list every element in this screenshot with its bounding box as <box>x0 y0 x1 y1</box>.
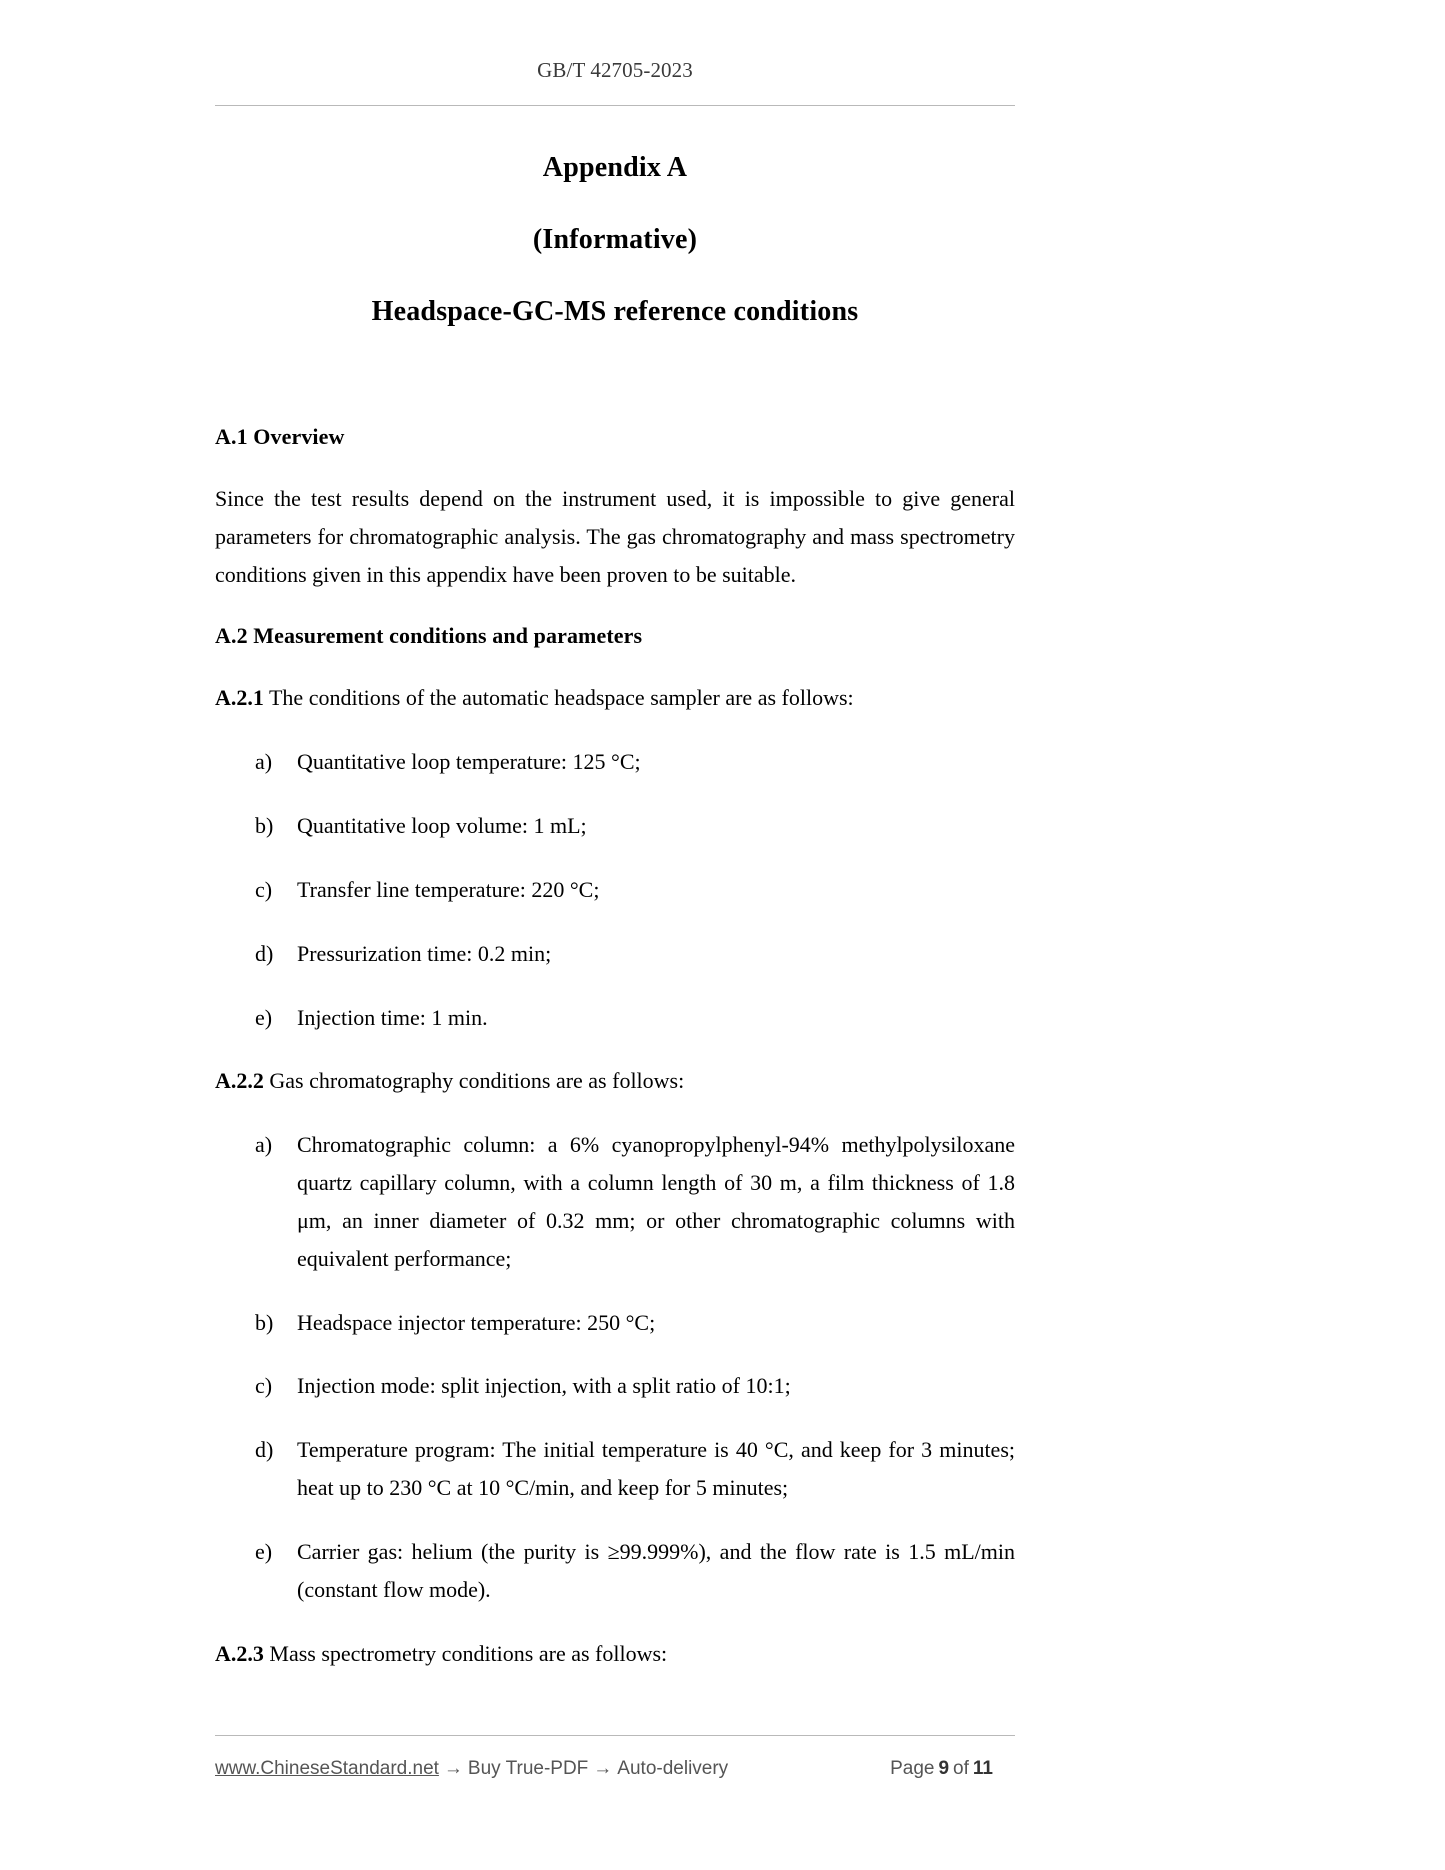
list-item <box>215 1533 1015 1609</box>
list-item-text: Quantitative loop volume: 1 mL; <box>297 813 587 839</box>
footer-promo <box>215 1758 728 1780</box>
page-header <box>215 0 1015 83</box>
list-marker: e) <box>255 1004 273 1030</box>
site-link[interactable]: www.ChineseStandard.net <box>215 1758 439 1779</box>
heading-a1-overview: A.1 Overview <box>215 424 345 449</box>
current-page-number: 9 <box>938 1758 950 1779</box>
clause-number-a23: A.2.3 <box>215 1640 264 1666</box>
list-item-text: Injection time: 1 min. <box>297 1004 488 1030</box>
paragraph-a23-intro <box>215 1635 1015 1673</box>
list-marker: c) <box>255 1373 273 1399</box>
list-item <box>215 935 1015 973</box>
arrow-right-icon: → <box>593 1758 613 1779</box>
list-item <box>215 1367 1015 1405</box>
page-label: Page <box>890 1758 935 1779</box>
list-item <box>215 743 1015 781</box>
paragraph-a21-intro <box>215 679 1015 717</box>
list-item <box>215 807 1015 845</box>
footer-divider <box>215 1735 1015 1736</box>
list-item <box>215 1126 1015 1277</box>
list-marker: b) <box>255 813 274 839</box>
list-marker: a) <box>255 1132 273 1158</box>
list-item <box>215 999 1015 1037</box>
list-marker: e) <box>255 1538 273 1564</box>
list-marker: d) <box>255 940 274 966</box>
page-content <box>215 0 1015 1698</box>
list-item-text: Pressurization time: 0.2 min; <box>297 940 552 966</box>
list-item-text: Temperature program: The initial temperature is 40 °C, and keep for 3 minutes; heat up to 230 °C at 10 °C/min, and keep for 5 minutes; <box>297 1437 1015 1501</box>
heading-a2-measurement-conditions: A.2 Measurement conditions and parameters <box>215 623 643 649</box>
body-area <box>215 424 1015 1672</box>
appendix-title-line-2: (Informative) <box>532 224 698 255</box>
page-footer <box>215 1735 1015 1780</box>
standard-code: GB/T 42705-2023 <box>537 58 693 82</box>
list-marker: d) <box>255 1437 274 1463</box>
arrow-right-icon: → <box>443 1758 463 1779</box>
appendix-title-line-3: Headspace-GC-MS reference conditions <box>371 296 859 327</box>
list-a22-items <box>215 1126 1015 1608</box>
clause-text-a23: Mass spectrometry conditions are as follows: <box>263 1640 668 1666</box>
list-item <box>215 871 1015 909</box>
list-item-text: Carrier gas: helium (the purity is ≥99.999%), and the flow rate is 1.5 mL/min (constant flow mode). <box>297 1538 1015 1602</box>
list-marker: b) <box>255 1309 274 1335</box>
list-item <box>215 1304 1015 1342</box>
list-item-text: Chromatographic column: a 6% cyanopropylphenyl-94% methylpolysiloxane quartz capillary column, with a column length of 30 m, a film thickness of 1.8 μm, an inner diameter of 0.32 mm; or other chromatographic columns with equivalent performance; <box>297 1132 1015 1271</box>
paragraph-a1-overview: Since the test results depend on the instrument used, it is impossible to give general parameters for chromatographic analysis. The gas chromatography and mass spectrometry conditions given in this appendix have been proven to be suitable. <box>215 486 1015 587</box>
clause-text-a21: The conditions of the automatic headspace sampler are as follows: <box>263 685 854 711</box>
list-item-text: Injection mode: split injection, with a split ratio of 10:1; <box>297 1373 791 1399</box>
list-a21-items <box>215 743 1015 1036</box>
appendix-title-line-1: Appendix A <box>542 152 688 183</box>
list-item-text: Transfer line temperature: 220 °C; <box>297 876 600 902</box>
total-page-number: 11 <box>972 1758 993 1779</box>
footer-row <box>215 1758 1015 1780</box>
buy-label: Buy True-PDF <box>467 1758 589 1779</box>
list-marker: a) <box>255 749 273 775</box>
list-marker: c) <box>255 876 273 902</box>
header-divider <box>215 105 1015 106</box>
clause-number-a21: A.2.1 <box>215 685 264 711</box>
clause-text-a22: Gas chromatography conditions are as follows: <box>263 1068 685 1094</box>
paragraph-a22-intro <box>215 1062 1015 1100</box>
clause-number-a22: A.2.2 <box>215 1068 264 1094</box>
list-item-text: Quantitative loop temperature: 125 °C; <box>297 749 641 775</box>
of-label: of <box>953 1758 969 1779</box>
appendix-title-block <box>215 152 1015 328</box>
delivery-label: Auto-delivery <box>617 1758 729 1779</box>
list-item <box>215 1431 1015 1507</box>
list-item-text: Headspace injector temperature: 250 °C; <box>297 1309 656 1335</box>
page-indicator <box>890 1758 1015 1780</box>
